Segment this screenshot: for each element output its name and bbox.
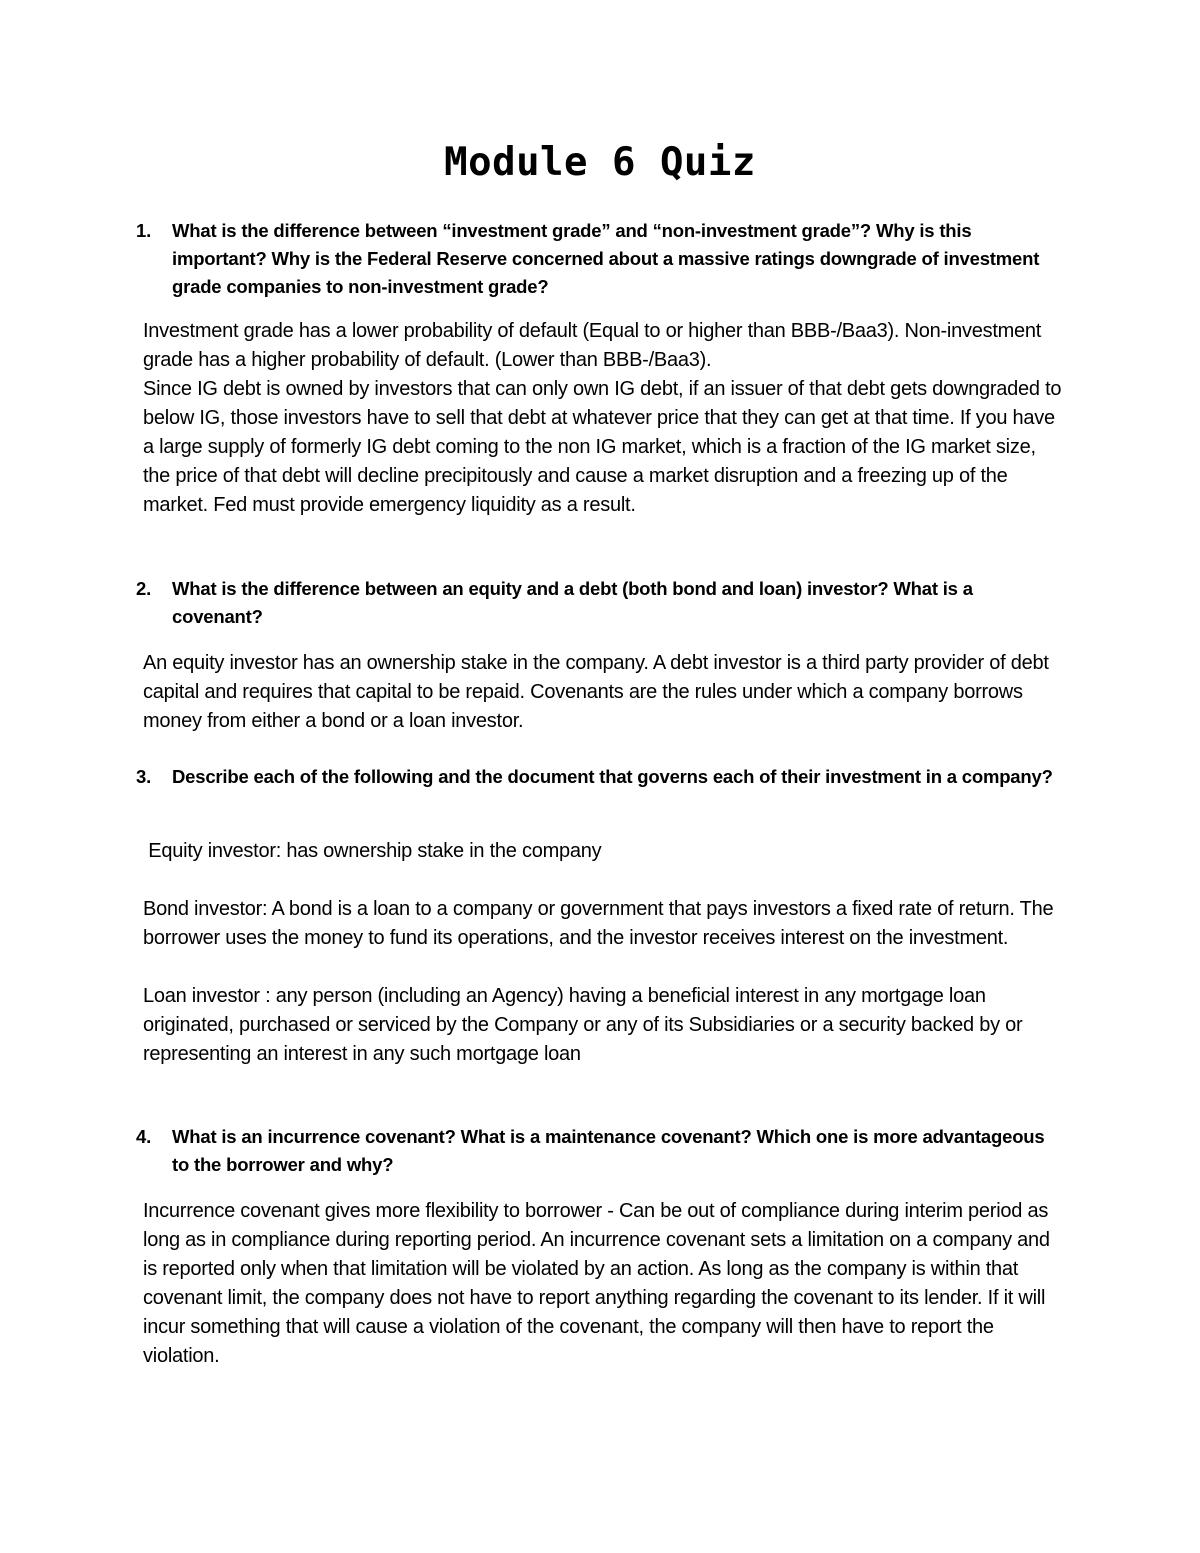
page-title: Module 6 Quiz: [444, 140, 756, 185]
question-text: What is the difference between “investment grade” and “non-investment grade”? Why is this important? Why is the Federal Reserve concerned about a massive ratings downgrade of investment grade companies to non-investment grade?: [172, 220, 1040, 297]
answer-paragraph: Loan investor : any person (including an Agency) having a beneficial interest in any mortgage loan originated, purchased or serviced by the Company or any of its Subsidiaries or a security backed by or representing an interest in any such mortgage loan: [143, 985, 1023, 1065]
answer-4: [143, 1197, 1063, 1371]
answer-paragraph: Bond investor: A bond is a loan to a company or government that pays investors a fixed rate of return. The borrower uses the money to fund its operations, and the investor receives interest on the investment.: [143, 898, 1054, 949]
question-1: [136, 217, 1062, 301]
answer-paragraph: An equity investor has an ownership stake in the company. A debt investor is a third party provider of debt capital and requires that capital to be repaid. Covenants are the rules under which a company borrows money from either a bond or a loan investor.: [143, 652, 1049, 732]
answer-1: [143, 317, 1063, 520]
question-text: What is the difference between an equity and a debt (both bond and loan) investor? What is a covenant?: [172, 578, 973, 627]
answer-paragraph: Incurrence covenant gives more flexibility to borrower - Can be out of compliance during interim period as long as in compliance during reporting period. An incurrence covenant sets a limitation on a company and is reported only when that limitation will be violated by an action. As long as the company is within that covenant limit, the company does not have to report anything regarding the covenant to its lender. If it will incur something that will cause a violation of the covenant, the company will then have to report the violation.: [143, 1200, 1050, 1367]
question-4: [136, 1123, 1062, 1179]
answer-3: [143, 837, 1063, 1069]
question-2: [136, 575, 1062, 631]
question-number: 3.: [136, 766, 152, 787]
answer-paragraph: Investment grade has a lower probability of default (Equal to or higher than BBB-/Baa3). Non-investment grade has a higher probability of default. (Lower than BBB-/Baa3).: [143, 320, 1042, 371]
answer-2: [143, 649, 1063, 736]
question-number: 4.: [136, 1126, 152, 1147]
question-text: Describe each of the following and the document that governs each of their investment in a company?: [172, 766, 1053, 787]
answer-paragraph: Equity investor: has ownership stake in the company: [143, 840, 602, 862]
answer-paragraph: Since IG debt is owned by investors that can only own IG debt, if an issuer of that debt gets downgraded to below IG, those investors have to sell that debt at whatever price that they can get at that time. If you have a large supply of formerly IG debt coming to the non IG market, which is a fraction of the IG market size, the price of that debt will decline precipitously and cause a market disruption and a freezing up of the market. Fed must provide emergency liquidity as a result.: [143, 378, 1062, 516]
question-number: 2.: [136, 578, 152, 599]
question-3: [136, 763, 1062, 791]
question-text: What is an incurrence covenant? What is a maintenance covenant? Which one is more advantageous to the borrower and why?: [172, 1126, 1045, 1175]
question-number: 1.: [136, 220, 152, 241]
